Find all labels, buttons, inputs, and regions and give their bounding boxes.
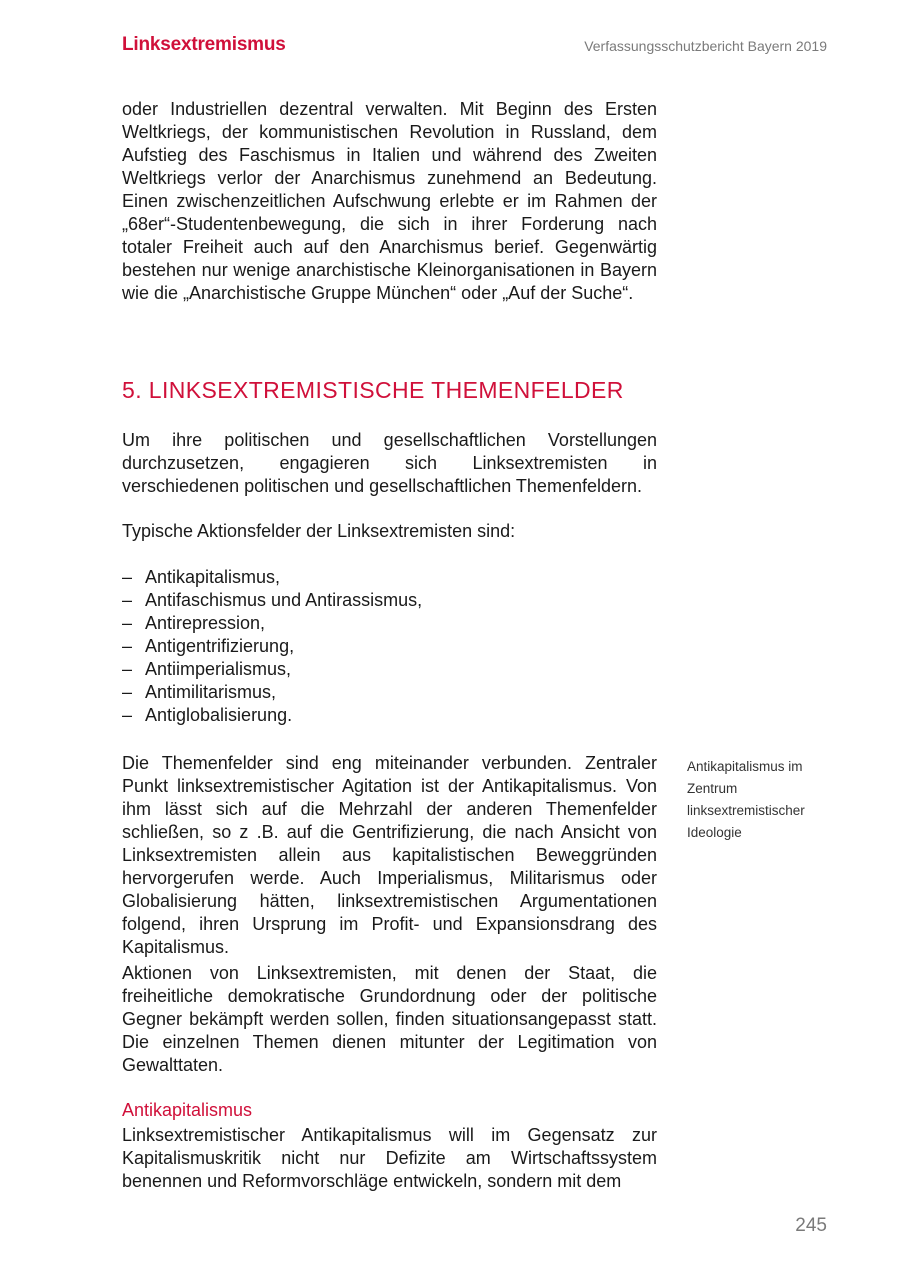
section-heading: 5. LINKSEXTREMISTISCHE THEMENFELDER (122, 377, 624, 403)
list-item (122, 612, 422, 635)
list-dash: – (122, 659, 133, 679)
action-fields-list (122, 566, 422, 727)
paragraph-2 (122, 752, 657, 959)
intro-paragraph (122, 98, 657, 305)
list-item (122, 658, 422, 681)
list-intro (122, 520, 657, 543)
list-item-text: Antiglobalisierung. (145, 705, 293, 725)
paragraph-1-text: Um ihre politischen und gesellschaftlichen Vorstellungen durchzusetzen, engagieren sich Linksextremisten in verschiedenen politischen und gesellschaftlichen Themenfeldern. (122, 430, 657, 496)
list-item-text: Antiimperialismus, (145, 659, 292, 679)
list-item (122, 589, 422, 612)
list-item (122, 635, 422, 658)
list-item-text: Antimilitarismus, (145, 682, 277, 702)
margin-note: Antikapitalismus im Zentrum linksextremistischer Ideologie (687, 759, 805, 840)
list-item (122, 566, 422, 589)
list-item-text: Antifaschismus und Antirassismus, (145, 590, 423, 610)
list-dash: – (122, 567, 133, 587)
list-dash: – (122, 613, 133, 633)
list-dash: – (122, 682, 133, 702)
paragraph-4-text: Linksextremistischer Antikapitalismus will im Gegensatz zur Kapitalismuskritik nicht nur Defizite am Wirtschaftssystem benennen und Reformvorschläge entwickeln, sondern mit dem (122, 1125, 657, 1191)
list-dash: – (122, 705, 133, 725)
list-item-text: Antirepression, (145, 613, 266, 633)
list-dash: – (122, 636, 133, 656)
intro-paragraph-text: oder Industriellen dezentral verwalten. Mit Beginn des Ersten Weltkriegs, der kommunistischen Revolution in Russland, dem Aufstieg des Faschismus in Italien und während des Zweiten Weltkriegs verlor der Anarchismus zunehmend an Bedeutung. Einen zwischenzeitlichen Aufschwung erlebte er im Rahmen der „68er“-Studentenbewegung, die sich in ihrer Forderung nach totaler Freiheit auch auf den Anarchismus berief. Gegenwärtig bestehen nur wenige anarchistische Kleinorganisationen in Bayern wie die „Anarchistische Gruppe München“ oder „Auf der Suche“. (122, 99, 657, 303)
list-item-text: Antigentrifizierung, (145, 636, 295, 656)
paragraph-1 (122, 429, 657, 498)
list-item (122, 681, 422, 704)
running-header-publication: Verfassungsschutzbericht Bayern 2019 (584, 38, 827, 54)
paragraph-3-text: Aktionen von Linksextremisten, mit denen der Staat, die freiheitliche demokratische Grundordnung oder der politische Gegner bekämpft werden sollen, finden situationsangepasst statt. Die einzelnen Themen dienen mitunter der Legitimation von Gewalttaten. (122, 963, 657, 1075)
list-item (122, 704, 422, 727)
list-dash: – (122, 590, 133, 610)
list-intro-text: Typische Aktionsfelder der Linksextremisten sind: (122, 521, 516, 541)
paragraph-4 (122, 1124, 657, 1193)
subheading: Antikapitalismus (122, 1100, 253, 1120)
page-number: 245 (795, 1215, 827, 1236)
paragraph-2-text: Die Themenfelder sind eng miteinander verbunden. Zentraler Punkt linksextremistischer Agitation ist der Antikapitalismus. Von ihm lässt sich auf die Mehrzahl der anderen Themenfelder schließen, so z .B. auf die Gentrifizierung, die nach Ansicht von Linksextremisten allein aus kapitalistischen Beweggründen hervorgerufen werde. Auch Imperialismus, Militarismus oder Globalisierung hätten, linksextremistischen Argumentationen folgend, ihren Ursprung im Profit- und Expansionsdrang des Kapitalismus. (122, 753, 657, 957)
list-item-text: Antikapitalismus, (145, 567, 281, 587)
paragraph-3 (122, 962, 657, 1077)
running-header-section: Linksextremismus (122, 34, 286, 55)
